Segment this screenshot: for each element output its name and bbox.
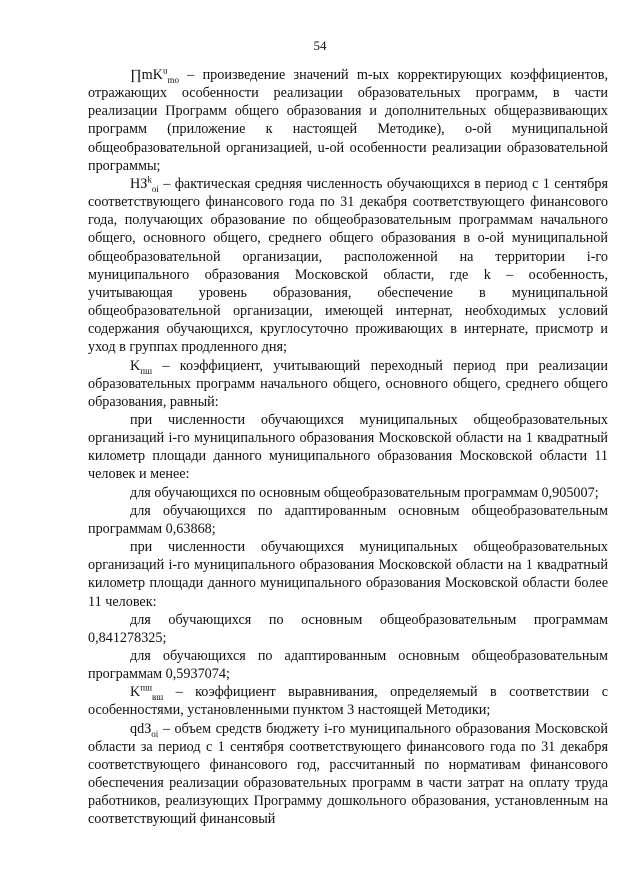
paragraph-text: – коэффициент выравнивания, определяемый в соответствии с особенностями, установленными пунктом 3 настоящей Методики; <box>88 684 608 719</box>
formula-subscript: oi <box>151 183 159 194</box>
paragraph-adapted-programs-high: для обучающихся по адаптированным основным общеобразовательным программам 0,5937074; <box>88 648 608 683</box>
formula-superscript: k <box>147 174 152 185</box>
paragraph-text: – коэффициент, учитывающий переходный период при реализации образовательных программ начального общего, основного общего, среднего общего образования, равный: <box>88 357 608 410</box>
paragraph-product-coefficients <box>88 66 608 175</box>
formula-superscript: u <box>162 65 168 76</box>
formula-symbol: НЗ <box>130 175 148 192</box>
paragraph-equalization-coefficient <box>88 683 608 719</box>
paragraph-text: – фактическая средняя численность обучающихся в период с 1 сентября соответствующего финансового года по 31 декабря соответствующего финансового года, получающих образование по общеобразовательным программам начального общего, основного общего, среднего общего образования в o-ой муниципальной общеобразовательной организации, расположенной на территории i-го муниципального образования Московской области, где k – особенность, учитывающая уровень образования, обеспечение в муниципальной общеобразовательной организации, имеющей интернат, необходимых условий содержания обучающихся, круглосуточно проживающих в интернате, присмотр и уход в группах продленного дня; <box>88 175 608 356</box>
paragraph-main-programs-high: для обучающихся по основным общеобразовательным программам 0,841278325; <box>88 611 608 646</box>
paragraph-budget-volume <box>88 720 608 829</box>
formula-symbol: qdЗ <box>130 720 152 737</box>
formula-superscript: пш <box>140 682 152 693</box>
paragraph-transition-coefficient <box>88 357 608 411</box>
formula-subscript: пш <box>140 365 152 376</box>
paragraph-density-low: при численности обучающихся муниципальных общеобразовательных организаций i-го муниципального образования Московской области на 1 квадратный километр площади данного муниципального образования Московской области 11 человек и менее: <box>88 411 608 483</box>
formula-symbol: K <box>130 357 141 374</box>
formula-symbol: ∏mK <box>130 67 163 83</box>
page-number: 54 <box>313 38 327 53</box>
paragraph-text: – произведение значений m-ых корректирующих коэффициентов, отражающих особенности реализации образовательных программ, в части реализации Программ общего образования и дополнительных общеразвивающих программ (приложение к настоящей Методике), o-ой муниципальной общеобразовательной организацией, u-ой особенности реализации образовательной программы; <box>88 67 608 174</box>
paragraph-text: – объем средств бюджету i-го муниципального образования Московской области за период с 1 сентября соответствующего финансового года по 31 декабря соответствующего финансового год, рассчитанный по нормативам финансового обеспечения реализации образовательных программ в части затрат на оплату труда работников, реализующих Программу дошкольного образования, установленным на соответствующий финансовый <box>88 720 608 828</box>
document-body <box>88 66 608 829</box>
paragraph-main-programs-low: для обучающихся по основным общеобразовательным программам 0,905007; <box>130 484 599 501</box>
formula-subscript: вш <box>152 692 164 703</box>
paragraph-adapted-programs-low: для обучающихся по адаптированным основным общеобразовательным программам 0,63868; <box>88 502 608 537</box>
formula-subscript: mo <box>167 74 179 85</box>
formula-symbol: K <box>130 684 141 701</box>
formula-subscript: oi <box>151 728 159 739</box>
paragraph-density-high: при численности обучающихся муниципальных общеобразовательных организаций i-го муниципального образования Московской области на 1 квадратный километр площади данного муниципального образования Московской области более 11 человек: <box>88 539 608 610</box>
paragraph-student-count <box>88 175 608 357</box>
